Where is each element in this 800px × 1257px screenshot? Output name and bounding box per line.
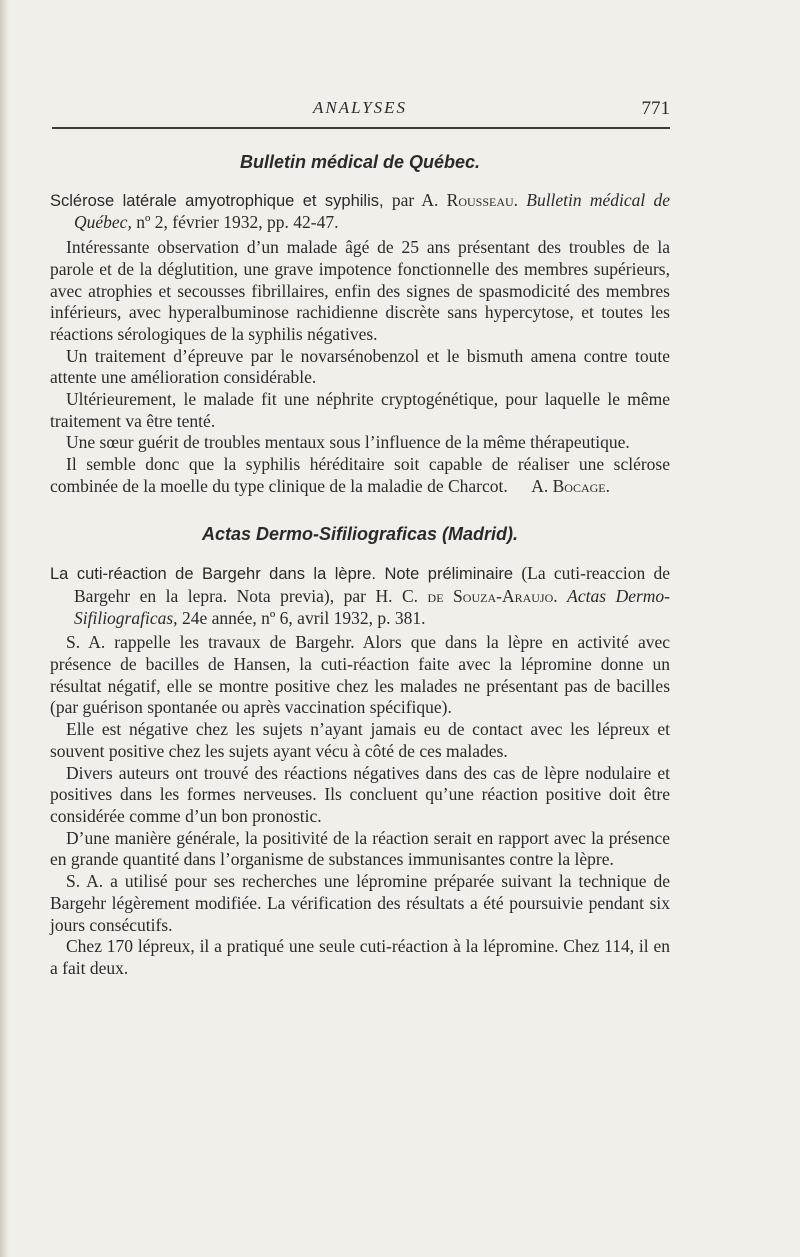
running-head bbox=[50, 96, 670, 124]
signature: A. Bocage. bbox=[531, 475, 610, 496]
entry-author-2: de Souza-Araujo bbox=[427, 585, 554, 606]
paragraph: Un traitement d’épreuve par le novarsénobenzol et le bismuth amena contre toute attente une amélioration considérable. bbox=[50, 345, 670, 388]
paragraph-with-signature bbox=[50, 454, 670, 497]
entry-source-2: Actas Dermo-Sifiliograficas, bbox=[74, 585, 670, 628]
paragraph: Intéressante observation d’un malade âgé de 25 ans présentant des troubles de la parole et de la déglutition, une grave impotence fonctionnelle des membres supérieurs, avec atrophies et secousses fibrillaires, enfin des signes de spasmodicité des membres inférieurs, avec hyperalbuminose rachidienne discrète sans hypercytose, et toutes les réactions sérologiques de la syphilis négatives. bbox=[50, 237, 670, 344]
entry-header-2 bbox=[50, 563, 670, 629]
entry-author-1: Rousseau bbox=[446, 189, 514, 210]
entry-sep-2: . bbox=[553, 585, 568, 606]
paragraph: Divers auteurs ont trouvé des réactions négatives dans des cas de lèpre nodulaire et positives dans les formes nerveuses. Ils concluent qu’une réaction positive doit être considérée comme d’un bon pronostic. bbox=[50, 762, 670, 826]
page bbox=[50, 0, 670, 1257]
paragraph: Il semble donc que la syphilis héréditaire soit capable de réaliser une sclérose combinée de la moelle du type clinique de la maladie de Charcot. bbox=[50, 454, 670, 496]
entry-details-1: nº 2, février 1932, pp. 42-47. bbox=[131, 212, 339, 233]
entry-source-1: Bulletin médical de Québec, bbox=[74, 189, 670, 233]
journal-heading-2: Actas Dermo-Sifiliograficas (Madrid). bbox=[201, 523, 519, 544]
paragraph: D’une manière générale, la positivité de la réaction serait en rapport avec la présence en grande quantité dans l’organisme de substances immunisantes contre la lèpre. bbox=[50, 827, 670, 870]
running-title: ANALYSES bbox=[312, 98, 408, 117]
paragraph: Ultérieurement, le malade fit une néphrite cryptogénétique, pour laquelle le même traitement va être tenté. bbox=[50, 389, 670, 431]
entry-title-2: La cuti-réaction de Bargehr dans la lèpre. Note préliminaire bbox=[50, 565, 514, 584]
journal-heading-1: Bulletin médical de Québec. bbox=[239, 152, 481, 172]
entry-details-2: (La cuti-reaccion de Bargehr en la lepra. Nota previa), par H. C. bbox=[74, 563, 670, 606]
paragraph: Elle est négative chez les sujets n’ayant jamais eu de contact avec les lépreux et souvent positive chez les sujets ayant vécu à côté de ces malades. bbox=[50, 719, 670, 761]
page-number: 771 bbox=[641, 98, 670, 119]
header-rule bbox=[52, 127, 670, 129]
paragraph: Chez 170 lépreux, il a pratiqué une seule cuti-réaction à la lépromine. Chez 114, il en a fait deux. bbox=[50, 936, 670, 978]
entry-title-1: Sclérose latérale amyotrophique et syphilis, bbox=[50, 191, 384, 210]
page-content bbox=[50, 146, 670, 980]
entry-details2-2: 24e année, nº 6, avril 1932, p. 381. bbox=[177, 607, 426, 628]
paragraph: S. A. a utilisé pour ses recherches une lépromine préparée suivant la technique de Bargehr légèrement modifiée. La vérification des résultats a été poursuivie pendant six jours consécutifs. bbox=[50, 871, 670, 935]
paragraph: S. A. rappelle les travaux de Bargehr. Alors que dans la lèpre en activité avec présence de bacilles de Hansen, la cuti-réaction faite avec la lépromine donne un résultat négatif, elle se montre positive chez les malades ne présentant pas de bacilles (par guérison spontanée ou après vaccination spécifique). bbox=[50, 632, 670, 718]
page-edge bbox=[0, 0, 9, 1257]
entry-by-1: par A. bbox=[383, 189, 447, 210]
entry-sep-1: . bbox=[513, 189, 527, 210]
paragraph: Une sœur guérit de troubles mentaux sous l’influence de la même thérapeutique. bbox=[66, 432, 630, 453]
entry-header-1 bbox=[50, 190, 670, 234]
